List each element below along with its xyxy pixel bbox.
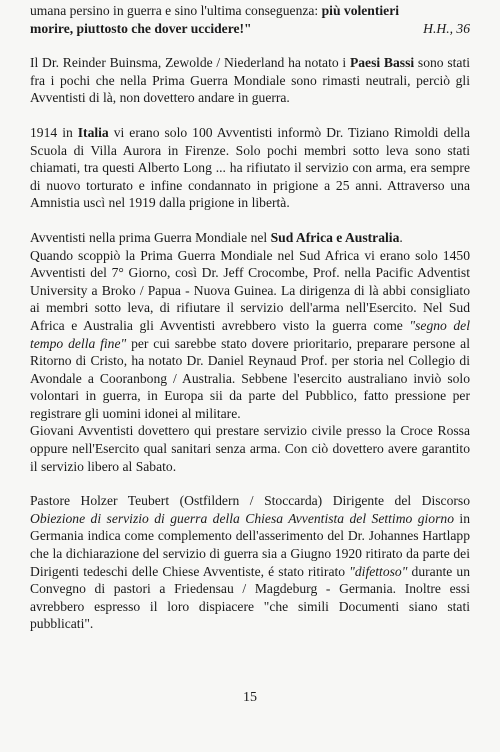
quote-line-1-bold: più volentieri <box>321 3 400 18</box>
paragraph-germany: Pastore Holzer Teubert (Ostfildern / Stoccarda) Dirigente del Discorso Obiezione di servizio di guerra della Chiesa Avventista del Settimo giorno in Germania indica come complemento dell'asserimento del Dr. Johannes Hartlapp che la dichiarazione del servizio di guerra sia a Giugno 1920 ritirato da parte dei Dirigenti tedeschi delle Chiese Avventiste, é stato ritirato "difettoso" durante un Convegno di pastori a Friedensau / Magdeburg - Germania. Inoltre essi avrebbero espresso il loro dispiacere "che simili Documenti siano stati pubblicati". <box>30 493 471 632</box>
quote-line-1: umana persino in guerra e sino l'ultima conseguenza: <box>30 3 322 18</box>
page-number: 15 <box>243 690 257 705</box>
quote-citation: H.H., 36 <box>423 20 470 36</box>
paragraph-young-adventists: Giovani Avventisti dovettero qui prestare servizio civile presso la Croce Rossa oppure nell'Esercito qual sanitari senza arma. Con ciò dovettero avere garantito il servizio libero al Sabato. <box>30 423 470 474</box>
paragraph-netherlands: Il Dr. Reinder Buinsma, Zewolde / Niederland ha notato i Paesi Bassi sono stati fra i pochi che nella Prima Guerra Mondiale sono rimasti neutrali, perciò gli Avventisti di là, non dovettero andare in guerra. <box>30 55 470 106</box>
paragraph-quote <box>30 2 470 20</box>
paragraph-italy: 1914 in Italia vi erano solo 100 Avventisti informò Dr. Tiziano Rimoldi della Scuola di Villa Aurora in Firenze. Solo pochi membri sotto leva sono stati chiamati, tra questi Alberto Long ... ha rifiutato il servizio con arma, era sempre di nuovo torturato e infine condannato in prigione a 25 anni. Attraverso una Amnistia uscì nel 1919 dalla prigione in libertà. <box>30 124 470 211</box>
quote-line-2-bold: morire, piuttosto che dover uccidere!" <box>30 20 252 36</box>
paragraph-south-africa: Quando scoppiò la Prima Guerra Mondiale nel Sud Africa vi erano solo 1450 Avventisti del 7° Giorno, così Dr. Jeff Crocombe, Prof. nella Pacific Adventist University a Broko / Papua - Nuova Guinea. La dirigenza di là abbi consigliato ai membri sotto leva, di rifiutare il servizio dell'arma nell'Esercito. Nel Sud Africa e Australia gli Avventisti avrebbero visto la guerra come "segno del tempo della fine" per cui sarebbe stato dovere prioritario, preparare persone al Ritorno di Cristo, ha notato Dr. Daniel Reynaud Prof. per storia nel Collegio di Avondale a Cooranbong / Australia. Sebbene l'esercito australiano inviò solo volontari in guerra, in Europa sii da parte del Pubblico, fatto pressione per registrare gli uomini idonei al militare. <box>30 247 470 421</box>
section-heading-south-africa-australia: Avventisti nella prima Guerra Mondiale nel Sud Africa e Australia. <box>30 229 403 245</box>
page-content <box>30 2 470 633</box>
